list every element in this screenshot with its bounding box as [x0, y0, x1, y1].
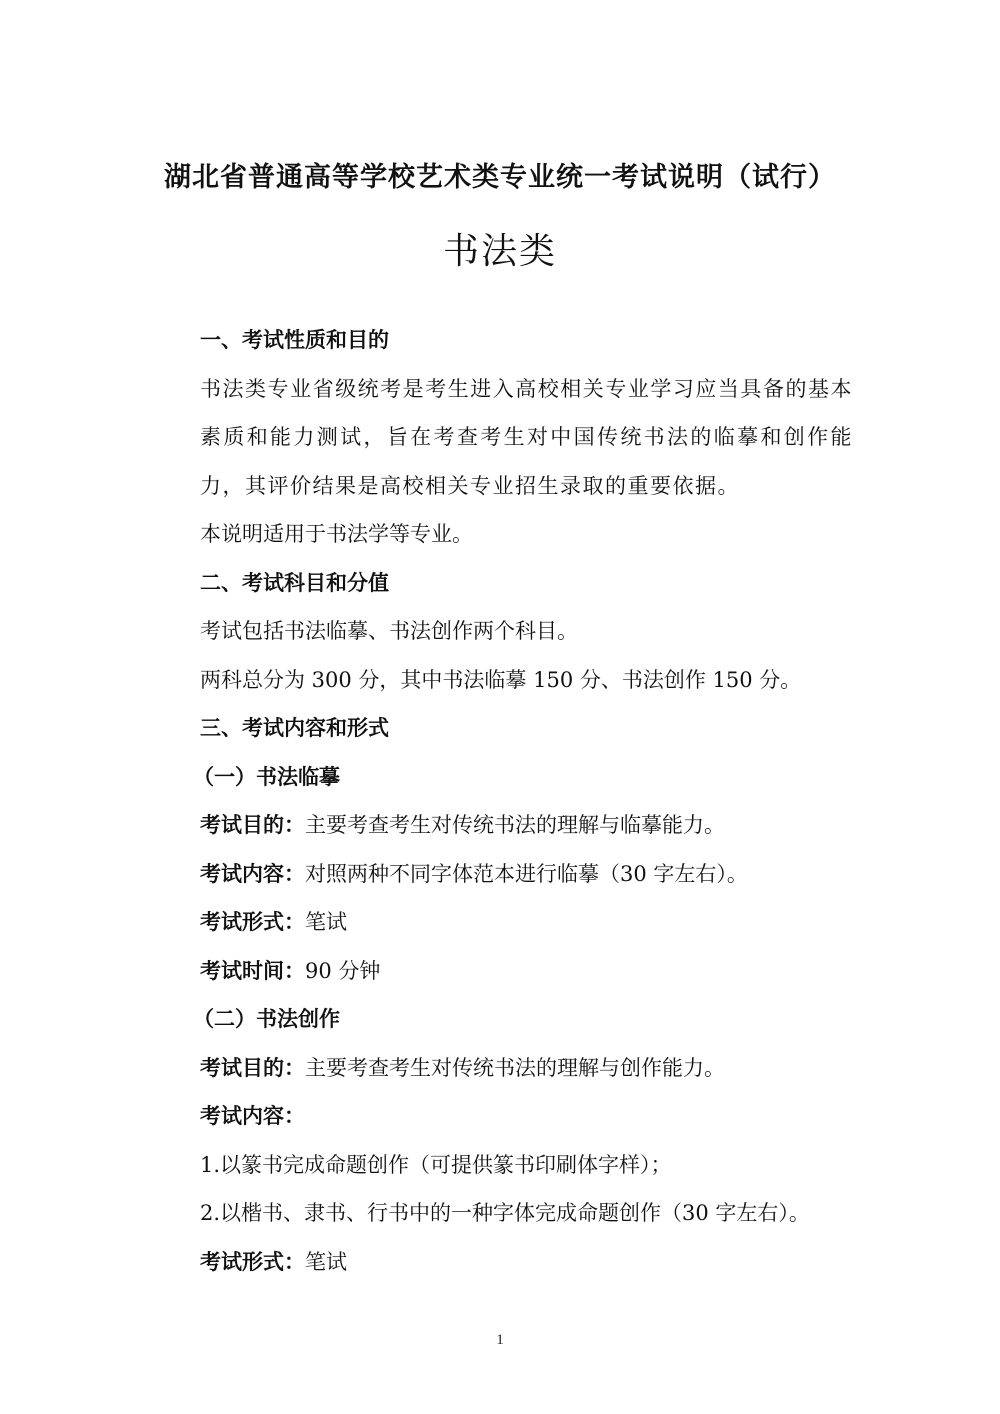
purpose-label: 考试目的：	[200, 1054, 305, 1080]
time-label: 考试时间：	[200, 957, 305, 983]
content-label: 考试内容：	[200, 860, 305, 886]
form-label: 考试形式：	[200, 909, 305, 934]
part2-item-2: 2.以楷书、隶书、行书中的一种字体完成命题创作（30 字左右）。	[200, 1201, 810, 1225]
content-label: 考试内容：	[200, 1103, 305, 1128]
section-heading-1: 一、考试性质和目的	[200, 328, 389, 352]
content-text: 对照两种不同字体范本进行临摹（30 字左右）。	[305, 861, 748, 886]
section2-paragraph-1: 考试包括书法临摹、书法创作两个科目。	[200, 619, 578, 643]
form-text: 笔试	[305, 910, 347, 934]
subsection-heading-2: （二）书法创作	[193, 1006, 340, 1031]
purpose-text: 主要考查考生对传统书法的理解与创作能力。	[305, 1055, 725, 1080]
purpose-label: 考试目的：	[200, 812, 305, 837]
time-text: 90 分钟	[305, 958, 381, 983]
form-label: 考试形式：	[200, 1248, 305, 1274]
part1-content	[153, 850, 853, 899]
form-text: 笔试	[305, 1249, 347, 1274]
document-body	[153, 316, 853, 1286]
part2-content	[153, 1092, 853, 1141]
section1-paragraph-2: 本说明适用于书法学等专业。	[200, 522, 473, 546]
part2-purpose	[153, 1044, 853, 1093]
part1-time	[153, 947, 853, 996]
purpose-text: 主要考查考生对传统书法的理解与临摹能力。	[305, 813, 725, 837]
page-subtitle: 书法类	[442, 231, 557, 272]
part2-item-1: 1.以篆书完成命题创作（可提供篆书印刷体字样）；	[200, 1152, 672, 1177]
section1-paragraph-1: 书法类专业省级统考是考生进入高校相关专业学习应当具备的基本素质和能力测试，旨在考查考生对中国传统书法的临摹和创作能力，其评价结果是高校相关专业招生录取的重要依据。	[200, 376, 853, 498]
subsection-heading-1: （一）书法临摹	[193, 763, 340, 789]
section-heading-2: 二、考试科目和分值	[200, 570, 389, 595]
part1-form	[153, 898, 853, 947]
section2-paragraph-2: 两科总分为 300 分，其中书法临摹 150 分、书法创作 150 分。	[200, 667, 802, 692]
part1-purpose	[153, 801, 853, 850]
page-title: 湖北省普通高等学校艺术类专业统一考试说明（试行）	[164, 162, 836, 193]
page-number: 1	[496, 1332, 504, 1348]
section-heading-3: 三、考试内容和形式	[200, 716, 389, 740]
part2-form	[153, 1238, 853, 1287]
